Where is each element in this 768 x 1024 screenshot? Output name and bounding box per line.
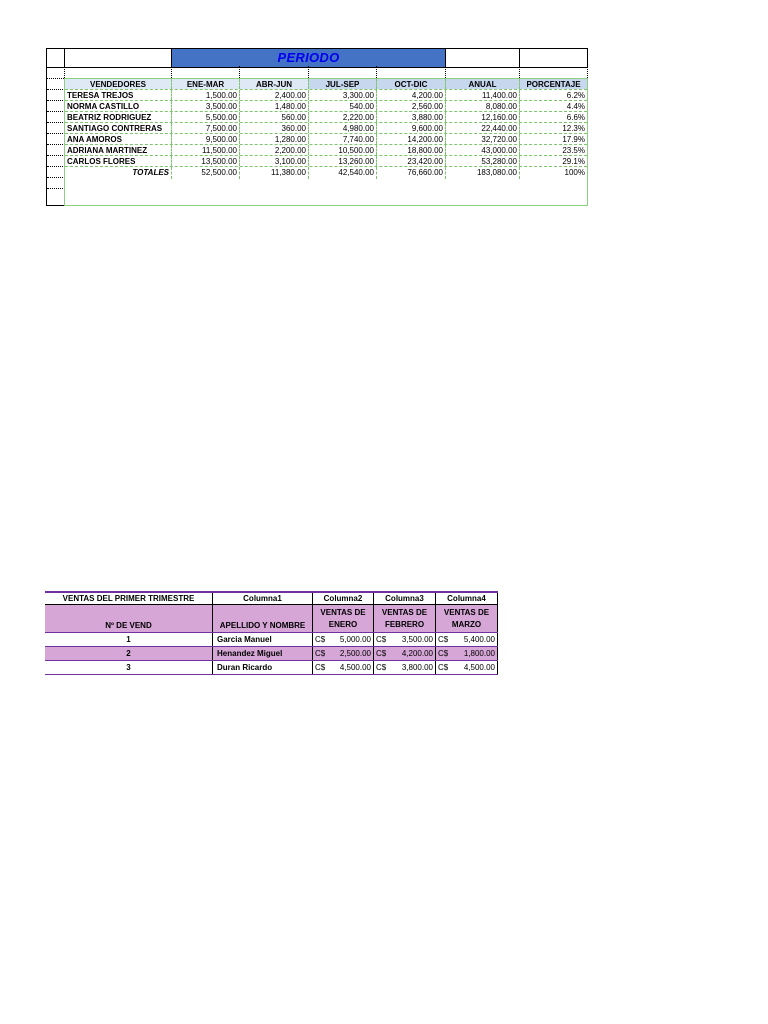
seller-name[interactable]: ADRIANA MARTINEZ [65,145,172,155]
table-row [65,101,587,112]
abr-jun-value[interactable]: 2,200.00 [240,145,309,155]
header-anual[interactable]: ANUAL [446,79,520,89]
ventas-enero-value[interactable] [313,647,374,660]
totals-row [65,167,587,179]
ventas-marzo-value[interactable] [436,661,498,674]
header-ene-mar[interactable]: ENE-MAR [172,79,240,89]
jul-sep-value[interactable]: 540.00 [309,101,377,111]
vend-name[interactable]: Garcia Manuel [213,633,313,646]
porcentaje-value[interactable]: 4.4% [566,102,585,111]
cell[interactable] [240,66,309,78]
currency-symbol: C$ [315,649,326,658]
subheader-ventas-enero[interactable]: VENTAS DE ENERO [313,605,374,632]
ene-mar-value[interactable]: 9,500.00 [172,134,240,144]
header-abr-jun[interactable]: ABR-JUN [240,79,309,89]
ventas-subheader-row [45,605,498,633]
ventas-table [45,591,498,673]
seller-name[interactable]: BEATRIZ RODRIGUEZ [65,112,172,122]
ventas-enero-value[interactable] [313,661,374,674]
row-gutter [47,78,65,206]
ene-mar-value[interactable]: 5,500.00 [172,112,240,122]
anual-value[interactable]: 32,720.00 [446,134,520,144]
anual-value[interactable]: 11,400.00 [446,90,520,100]
oct-dic-value[interactable]: 4,200.00 [377,90,446,100]
seller-name[interactable]: NORMA CASTILLO [65,101,172,111]
table-row [65,123,587,134]
subheader-ventas-marzo[interactable]: VENTAS DE MARZO [436,605,498,632]
currency-symbol: C$ [315,635,326,644]
subheader-apellido-nombre[interactable]: APELLIDO Y NOMBRE [213,605,313,632]
ventas-febrero-value[interactable] [374,633,436,646]
cell[interactable] [172,66,240,78]
porcentaje-value[interactable]: 6.6% [566,113,585,122]
jul-sep-value[interactable]: 3,300.00 [309,90,377,100]
ventas-marzo-value[interactable] [436,633,498,646]
abr-jun-value[interactable]: 1,480.00 [240,101,309,111]
header-ventas-trimestre[interactable]: VENTAS DEL PRIMER TRIMESTRE [45,593,213,604]
periodo-header-row [65,79,587,90]
seller-name[interactable]: ANA AMOROS [65,134,172,144]
table-row [45,647,498,661]
table-row [45,633,498,647]
header-vendedores[interactable]: VENDEDORES [65,79,172,89]
amount: 4,500.00 [463,663,495,672]
header-jul-sep[interactable]: JUL-SEP [309,79,377,89]
jul-sep-value[interactable]: 7,740.00 [309,134,377,144]
ene-mar-value[interactable]: 3,500.00 [172,101,240,111]
amount: 2,500.00 [339,649,371,658]
total-oct-dic[interactable]: 76,660.00 [377,167,446,179]
table-row [65,112,587,123]
anual-value[interactable]: 22,440.00 [446,123,520,133]
porcentaje-value[interactable]: 6.2% [566,91,585,100]
jul-sep-value[interactable]: 2,220.00 [309,112,377,122]
oct-dic-value[interactable]: 9,600.00 [377,123,446,133]
currency-symbol: C$ [376,635,387,644]
vend-number[interactable]: 2 [45,647,213,660]
currency-symbol: C$ [438,649,449,658]
anual-value[interactable]: 8,080.00 [446,101,520,111]
porcentaje-value[interactable]: 17.9% [562,135,585,144]
cell[interactable] [446,66,520,78]
ene-mar-value[interactable]: 11,500.00 [172,145,240,155]
amount: 4,200.00 [401,649,433,658]
jul-sep-value[interactable]: 4,980.00 [309,123,377,133]
subheader-num-vend[interactable]: Nº DE VEND [45,605,213,632]
total-anual[interactable]: 183,080.00 [446,167,520,179]
ventas-enero-value[interactable] [313,633,374,646]
abr-jun-value[interactable]: 1,280.00 [240,134,309,144]
vend-name[interactable]: Duran Ricardo [213,661,313,674]
table-row [65,134,587,145]
header-columna3[interactable]: Columna3 [374,593,436,604]
ventas-marzo-value[interactable] [436,647,498,660]
seller-name[interactable]: SANTIAGO CONTRERAS [65,123,172,133]
oct-dic-value[interactable]: 14,200.00 [377,134,446,144]
currency-symbol: C$ [438,635,449,644]
anual-value[interactable]: 12,160.00 [446,112,520,122]
amount: 4,500.00 [339,663,371,672]
abr-jun-value[interactable]: 3,100.00 [240,156,309,166]
table-row [65,145,587,156]
header-oct-dic[interactable]: OCT-DIC [377,79,446,89]
header-columna2[interactable]: Columna2 [313,593,374,604]
abr-jun-value[interactable]: 360.00 [240,123,309,133]
header-columna4[interactable]: Columna4 [436,593,498,604]
porcentaje-value[interactable]: 29.1% [562,157,585,166]
total-porcentaje[interactable]: 100% [564,168,585,177]
header-columna1[interactable]: Columna1 [213,593,313,604]
amount: 3,500.00 [401,635,433,644]
subheader-ventas-febrero[interactable]: VENTAS DE FEBRERO [374,605,436,632]
table-row [65,90,587,101]
jul-sep-value[interactable]: 13,260.00 [309,156,377,166]
cell[interactable] [47,66,65,78]
ene-mar-value[interactable]: 13,500.00 [172,156,240,166]
amount: 3,800.00 [401,663,433,672]
vend-number[interactable]: 3 [45,661,213,674]
amount: 5,000.00 [339,635,371,644]
abr-jun-value[interactable]: 560.00 [240,112,309,122]
cell[interactable] [65,66,172,78]
cell[interactable] [446,49,520,67]
jul-sep-value[interactable]: 10,500.00 [309,145,377,155]
currency-symbol: C$ [315,663,326,672]
anual-value[interactable]: 43,000.00 [446,145,520,155]
ventas-header-row [45,591,498,605]
abr-jun-value[interactable]: 2,400.00 [240,90,309,100]
currency-symbol: C$ [376,649,387,658]
seller-name[interactable]: CARLOS FLORES [65,156,172,166]
header-porcentaje[interactable]: PORCENTAJE [520,79,587,89]
cell[interactable] [520,66,588,78]
oct-dic-value[interactable]: 23,420.00 [377,156,446,166]
ventas-febrero-value[interactable] [374,647,436,660]
vend-number[interactable]: 1 [45,633,213,646]
seller-name[interactable]: TERESA TREJOS [65,90,172,100]
periodo-title-row [47,48,588,68]
currency-symbol: C$ [438,663,449,672]
cell[interactable] [65,49,172,67]
ene-mar-value[interactable]: 1,500.00 [172,90,240,100]
porcentaje-value[interactable]: 12.3% [562,124,585,133]
oct-dic-value[interactable]: 18,800.00 [377,145,446,155]
ventas-febrero-value[interactable] [374,661,436,674]
oct-dic-value[interactable]: 3,880.00 [377,112,446,122]
cell[interactable] [520,49,588,67]
cell[interactable] [309,66,377,78]
oct-dic-value[interactable]: 2,560.00 [377,101,446,111]
vend-name[interactable]: Henandez Miguel [213,647,313,660]
totals-label[interactable]: TOTALES [65,167,172,179]
amount: 5,400.00 [463,635,495,644]
periodo-data-table [64,78,588,206]
total-ene-mar[interactable]: 52,500.00 [172,167,240,179]
amount: 1,800.00 [463,649,495,658]
table-row [65,156,587,167]
total-abr-jun[interactable]: 11,380.00 [240,167,309,179]
table-row [45,661,498,675]
periodo-title: PERIODO [172,49,446,67]
ene-mar-value[interactable]: 7,500.00 [172,123,240,133]
currency-symbol: C$ [376,663,387,672]
cell[interactable] [377,66,446,78]
cell[interactable] [47,49,65,67]
anual-value[interactable]: 53,280.00 [446,156,520,166]
total-jul-sep[interactable]: 42,540.00 [309,167,377,179]
porcentaje-value[interactable]: 23.5% [562,146,585,155]
